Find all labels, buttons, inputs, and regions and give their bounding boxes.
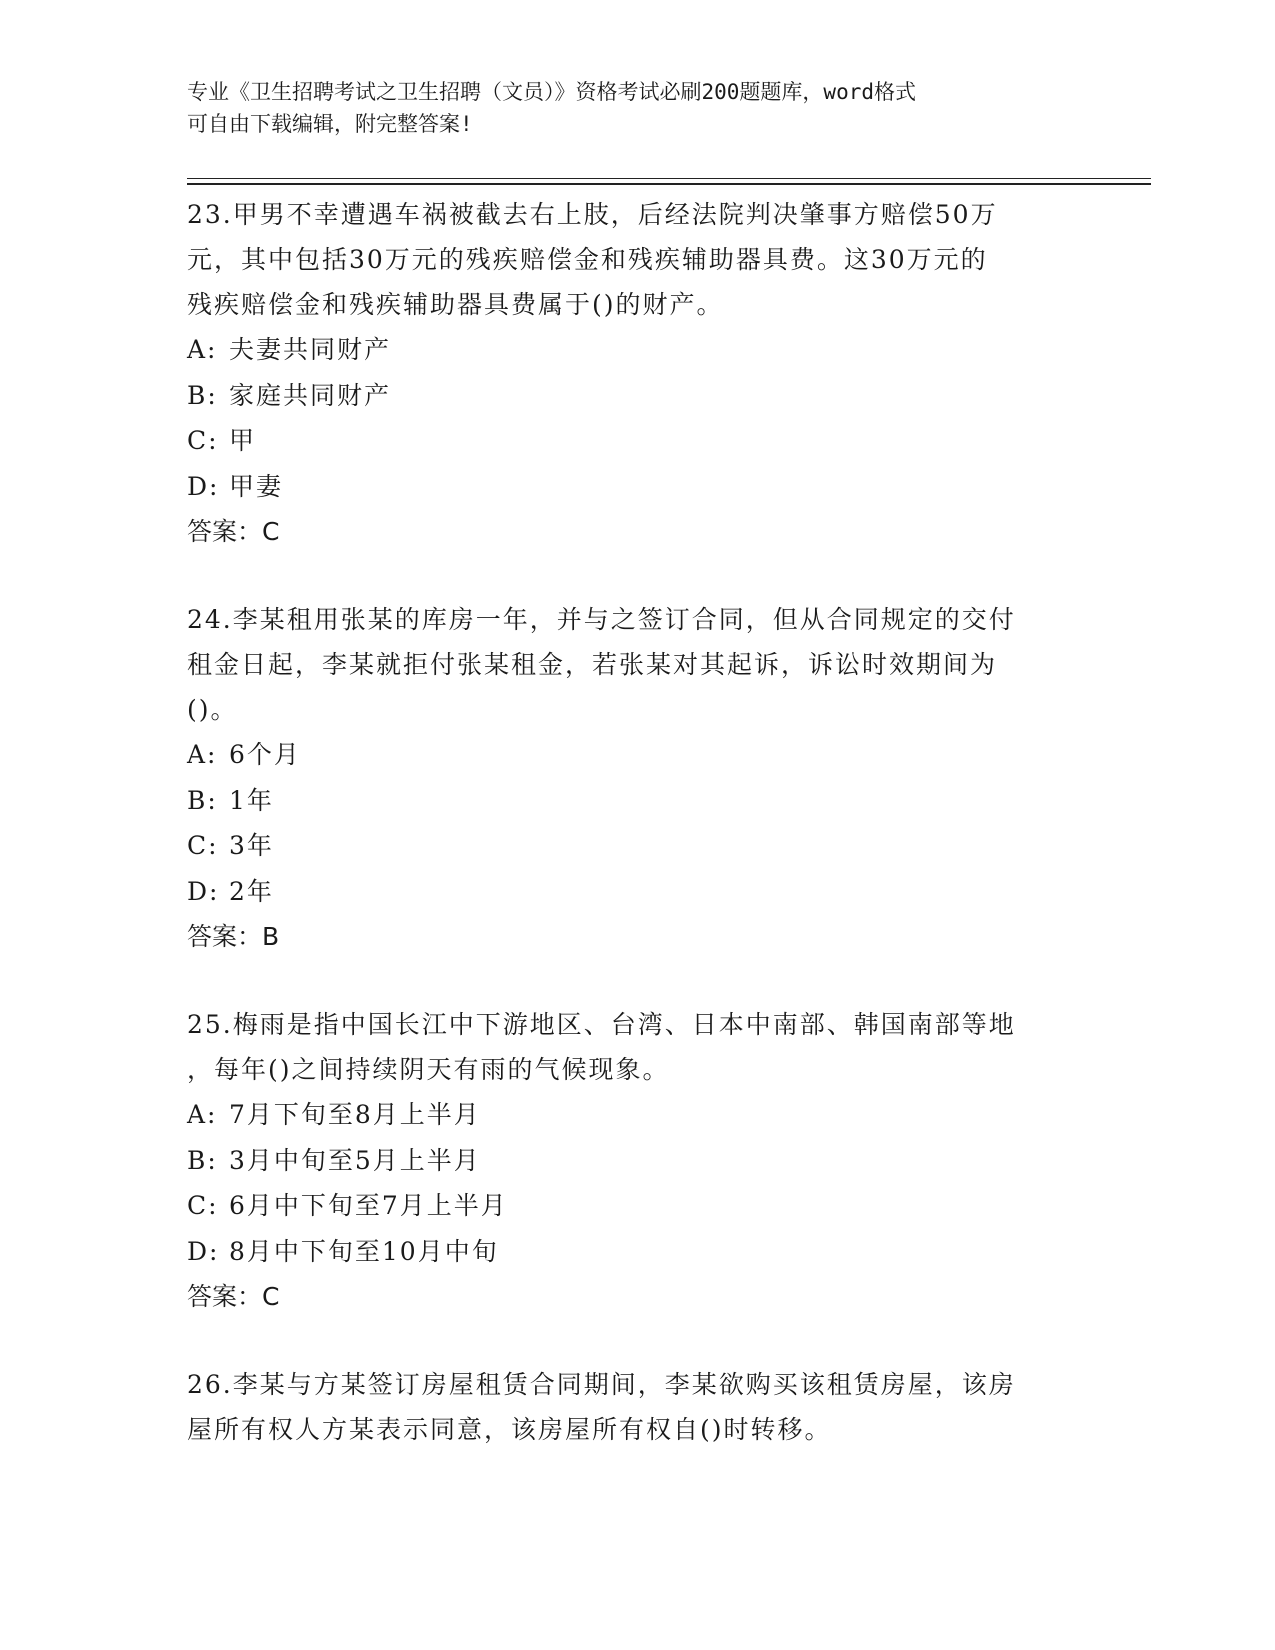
option-text: 夫妻共同财产 <box>229 335 392 364</box>
option-letter: C: <box>187 831 219 860</box>
question-stem-line: 23.甲男不幸遭遇车祸被截去右上肢，后经法院判决肇事方赔偿50万 <box>187 200 998 229</box>
option-d <box>187 1229 1087 1275</box>
question-spacer <box>187 554 1087 597</box>
option-b <box>187 373 1087 419</box>
question-26 <box>187 1362 1087 1452</box>
option-c <box>187 823 1087 869</box>
question-24 <box>187 597 1087 959</box>
option-d <box>187 869 1087 915</box>
option-text: 8月中下旬至10月中旬 <box>229 1236 499 1266</box>
question-stem-line: 24.李某租用张某的库房一年，并与之签订合同，但从合同规定的交付 <box>187 605 1016 634</box>
question-stem-line: 残疾赔偿金和残疾辅助器具费属于()的财产。 <box>187 290 724 319</box>
question-23 <box>187 192 1087 554</box>
option-text: 家庭共同财产 <box>229 380 392 410</box>
option-c <box>187 418 1087 464</box>
question-list <box>187 192 1087 1452</box>
option-text: 3月中旬至5月上半月 <box>229 1145 481 1175</box>
option-letter: D: <box>187 1236 220 1266</box>
option-a <box>187 732 1087 778</box>
option-text: 3年 <box>229 831 274 860</box>
option-letter: C: <box>187 426 219 455</box>
option-text: 6个月 <box>229 740 301 769</box>
question-stem-line: ()。 <box>187 695 238 724</box>
question-stem-line: 26.李某与方某签订房屋租赁合同期间，李某欲购买该租赁房屋，该房 <box>187 1370 1016 1399</box>
answer-line: 答案：C <box>187 1282 280 1311</box>
document-header <box>187 76 1067 140</box>
option-letter: A: <box>187 335 218 364</box>
option-letter: B: <box>187 785 218 815</box>
option-letter: D: <box>187 876 220 906</box>
option-a <box>187 1092 1087 1138</box>
header-divider-thin <box>187 178 1151 179</box>
question-stem-line: ，每年()之间持续阴天有雨的气候现象。 <box>187 1055 670 1084</box>
question-stem-line: 屋所有权人方某表示同意，该房屋所有权自()时转移。 <box>187 1415 832 1444</box>
option-letter: A: <box>187 1100 218 1129</box>
question-stem-line: 租金日起，李某就拒付张某租金，若张某对其起诉，诉讼时效期间为 <box>187 650 998 679</box>
option-text: 2年 <box>229 876 274 906</box>
option-letter: A: <box>187 740 218 769</box>
answer-line: 答案：B <box>187 922 280 951</box>
answer-line: 答案：C <box>187 517 280 546</box>
option-letter: B: <box>187 380 218 410</box>
option-text: 7月下旬至8月上半月 <box>229 1100 481 1129</box>
question-stem-line: 元，其中包括30万元的残疾赔偿金和残疾辅助器具费。这30万元的 <box>187 245 988 274</box>
question-stem-line: 25.梅雨是指中国长江中下游地区、台湾、日本中南部、韩国南部等地 <box>187 1010 1016 1039</box>
header-divider-thick <box>187 183 1151 185</box>
option-b <box>187 778 1087 824</box>
header-title-line-1: 专业《卫生招聘考试之卫生招聘（文员）》资格考试必刷200题题库，word格式 <box>187 80 916 104</box>
option-c <box>187 1183 1087 1229</box>
option-letter: D: <box>187 471 220 501</box>
question-25 <box>187 1002 1087 1319</box>
option-text: 甲 <box>229 426 257 455</box>
question-spacer <box>187 1319 1087 1362</box>
option-a <box>187 327 1087 373</box>
option-d <box>187 464 1087 510</box>
option-text: 1年 <box>229 785 274 815</box>
option-text: 甲妻 <box>229 471 284 501</box>
question-spacer <box>187 959 1087 1002</box>
option-letter: C: <box>187 1191 219 1220</box>
option-b <box>187 1138 1087 1184</box>
option-letter: B: <box>187 1145 218 1175</box>
header-title-line-2: 可自由下载编辑，附完整答案! <box>187 112 473 136</box>
option-text: 6月中下旬至7月上半月 <box>229 1191 508 1220</box>
